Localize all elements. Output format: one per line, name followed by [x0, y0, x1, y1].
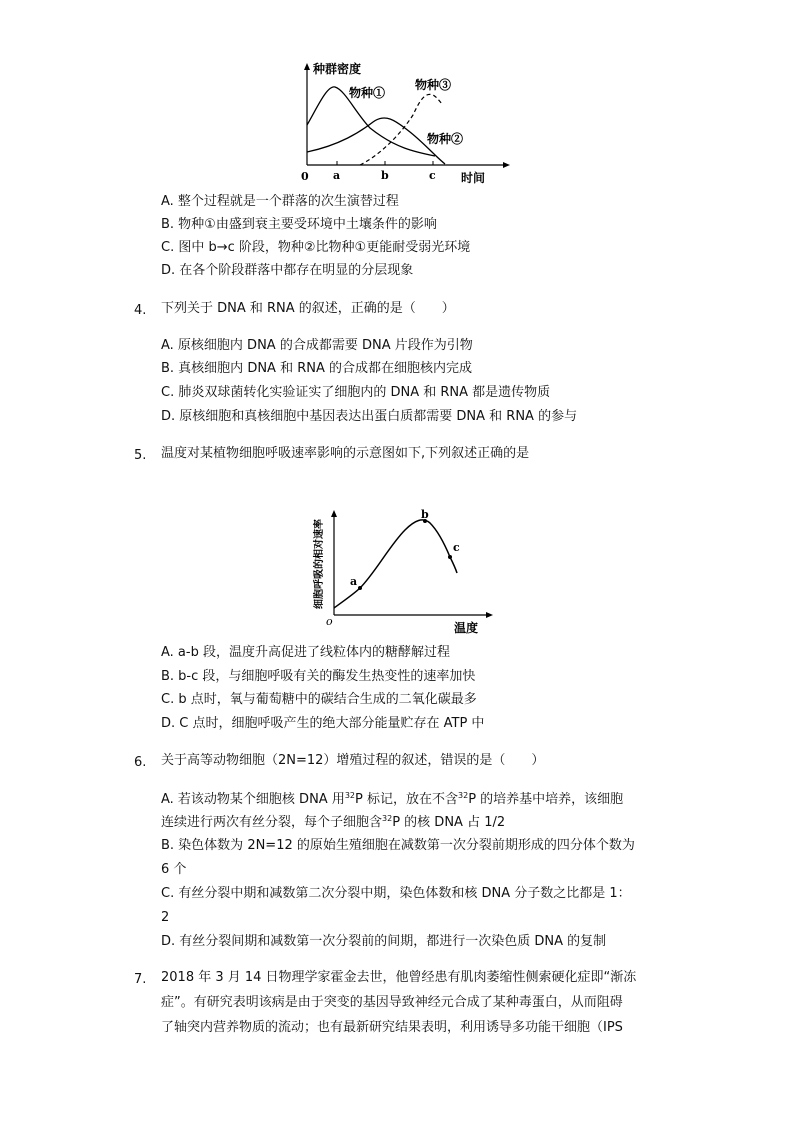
- q6-option-c-line2: 2: [161, 910, 170, 925]
- q4-option-a: A. 原核细胞内 DNA 的合成都需要 DNA 片段作为引物: [161, 338, 473, 353]
- tick-b: b: [381, 169, 389, 182]
- q6-option-c-line1: C. 有丝分裂中期和减数第二次分裂中期，染色体数和核 DNA 分子数之比都是 1：: [161, 886, 631, 901]
- species3-label: 物种③: [415, 78, 452, 92]
- q6-number: 6.: [134, 755, 147, 770]
- q5-option-b: B. b-c 段，与细胞呼吸有关的酶发生热变性的速率加快: [161, 669, 476, 684]
- y-axis-label: 细胞呼吸的相对速率: [314, 519, 325, 609]
- q6-option-b-line1: B. 染色体数为 2N=12 的原始生殖细胞在减数第一次分裂前期形成的四分体个数为: [161, 838, 635, 853]
- point-b-label: b: [421, 508, 429, 521]
- y-axis-arrow: [304, 63, 310, 70]
- q4-option-b: B. 真核细胞内 DNA 和 RNA 的合成都在细胞核内完成: [161, 361, 472, 376]
- point-a-dot: [358, 586, 362, 590]
- y-axis-label: 种群密度: [313, 62, 362, 76]
- respiration-rate-chart: [300, 505, 500, 635]
- q5-option-a: A. a-b 段，温度升高促进了线粒体内的糖酵解过程: [161, 645, 450, 660]
- q4-number: 4.: [134, 303, 147, 318]
- tick-a: a: [333, 169, 341, 182]
- point-a-label: a: [350, 575, 358, 588]
- species1-label: 物种①: [349, 86, 386, 100]
- q3-option-c: C. 图中 b→c 阶段，物种②比物种①更能耐受弱光环境: [161, 240, 471, 255]
- q7-line3: 了轴突内营养物质的流动；也有最新研究结果表明，利用诱导多功能干细胞（IPS: [161, 1020, 623, 1035]
- rate-curve: [334, 520, 457, 608]
- x-axis-arrow: [503, 162, 510, 168]
- point-c-dot: [448, 555, 452, 559]
- y-axis-arrow: [331, 510, 337, 517]
- q3-option-a: A. 整个过程就是一个群落的次生演替过程: [161, 194, 399, 209]
- q6-stem: 关于高等动物细胞（2N=12）增殖过程的叙述，错误的是（ ）: [161, 753, 545, 768]
- q6-option-b-line2: 6 个: [161, 862, 187, 877]
- q4-option-c: C. 肺炎双球菌转化实验证实了细胞内的 DNA 和 RNA 都是遗传物质: [161, 385, 551, 400]
- point-c-label: c: [453, 541, 460, 554]
- q5-option-c: C. b 点时，氧与葡萄糖中的碳结合生成的二氧化碳最多: [161, 692, 477, 707]
- q3-option-b: B. 物种①由盛到衰主要受环境中土壤条件的影响: [161, 217, 437, 232]
- q5-option-d: D. C 点时，细胞呼吸产生的绝大部分能量贮存在 ATP 中: [161, 716, 485, 731]
- species2-curve: [307, 118, 445, 164]
- q3-option-d: D. 在各个阶段群落中都存在明显的分层现象: [161, 263, 414, 278]
- q4-option-d: D. 原核细胞和真核细胞中基因表达出蛋白质都需要 DNA 和 RNA 的参与: [161, 409, 578, 424]
- q7-number: 7.: [134, 972, 147, 987]
- origin-label: 0: [301, 170, 309, 183]
- q7-line2: 症”。有研究表明该病是由于突变的基因导致神经元合成了某种毒蛋白，从而阻碍: [161, 995, 623, 1010]
- q6-option-a-line2: 连续进行两次有丝分裂，每个子细胞含$^{32}$P 的核 DNA 占 1/2: [161, 814, 506, 830]
- tick-c: c: [429, 169, 436, 182]
- q4-stem: 下列关于 DNA 和 RNA 的叙述，正确的是（ ）: [161, 301, 455, 316]
- population-density-chart: [285, 60, 520, 188]
- q6-option-d: D. 有丝分裂间期和减数第一次分裂前的间期，都进行一次染色质 DNA 的复制: [161, 934, 607, 949]
- x-axis-label: 时间: [461, 171, 486, 185]
- origin-label: o: [326, 615, 333, 628]
- x-axis-label: 温度: [454, 621, 479, 635]
- q6-option-a-line1: A. 若该动物某个细胞核 DNA 用$^{32}$P 标记，放在不含$^{32}$P 的培养基中培养，该细胞: [161, 791, 624, 807]
- q5-number: 5.: [134, 448, 147, 463]
- x-axis-arrow: [486, 612, 493, 618]
- q7-line1: 2018 年 3 月 14 日物理学家霍金去世，他曾经患有肌肉萎缩性侧索硬化症即“渐冻: [161, 970, 637, 985]
- species2-label: 物种②: [427, 132, 464, 146]
- q5-stem: 温度对某植物细胞呼吸速率影响的示意图如下,下列叙述正确的是: [161, 446, 530, 461]
